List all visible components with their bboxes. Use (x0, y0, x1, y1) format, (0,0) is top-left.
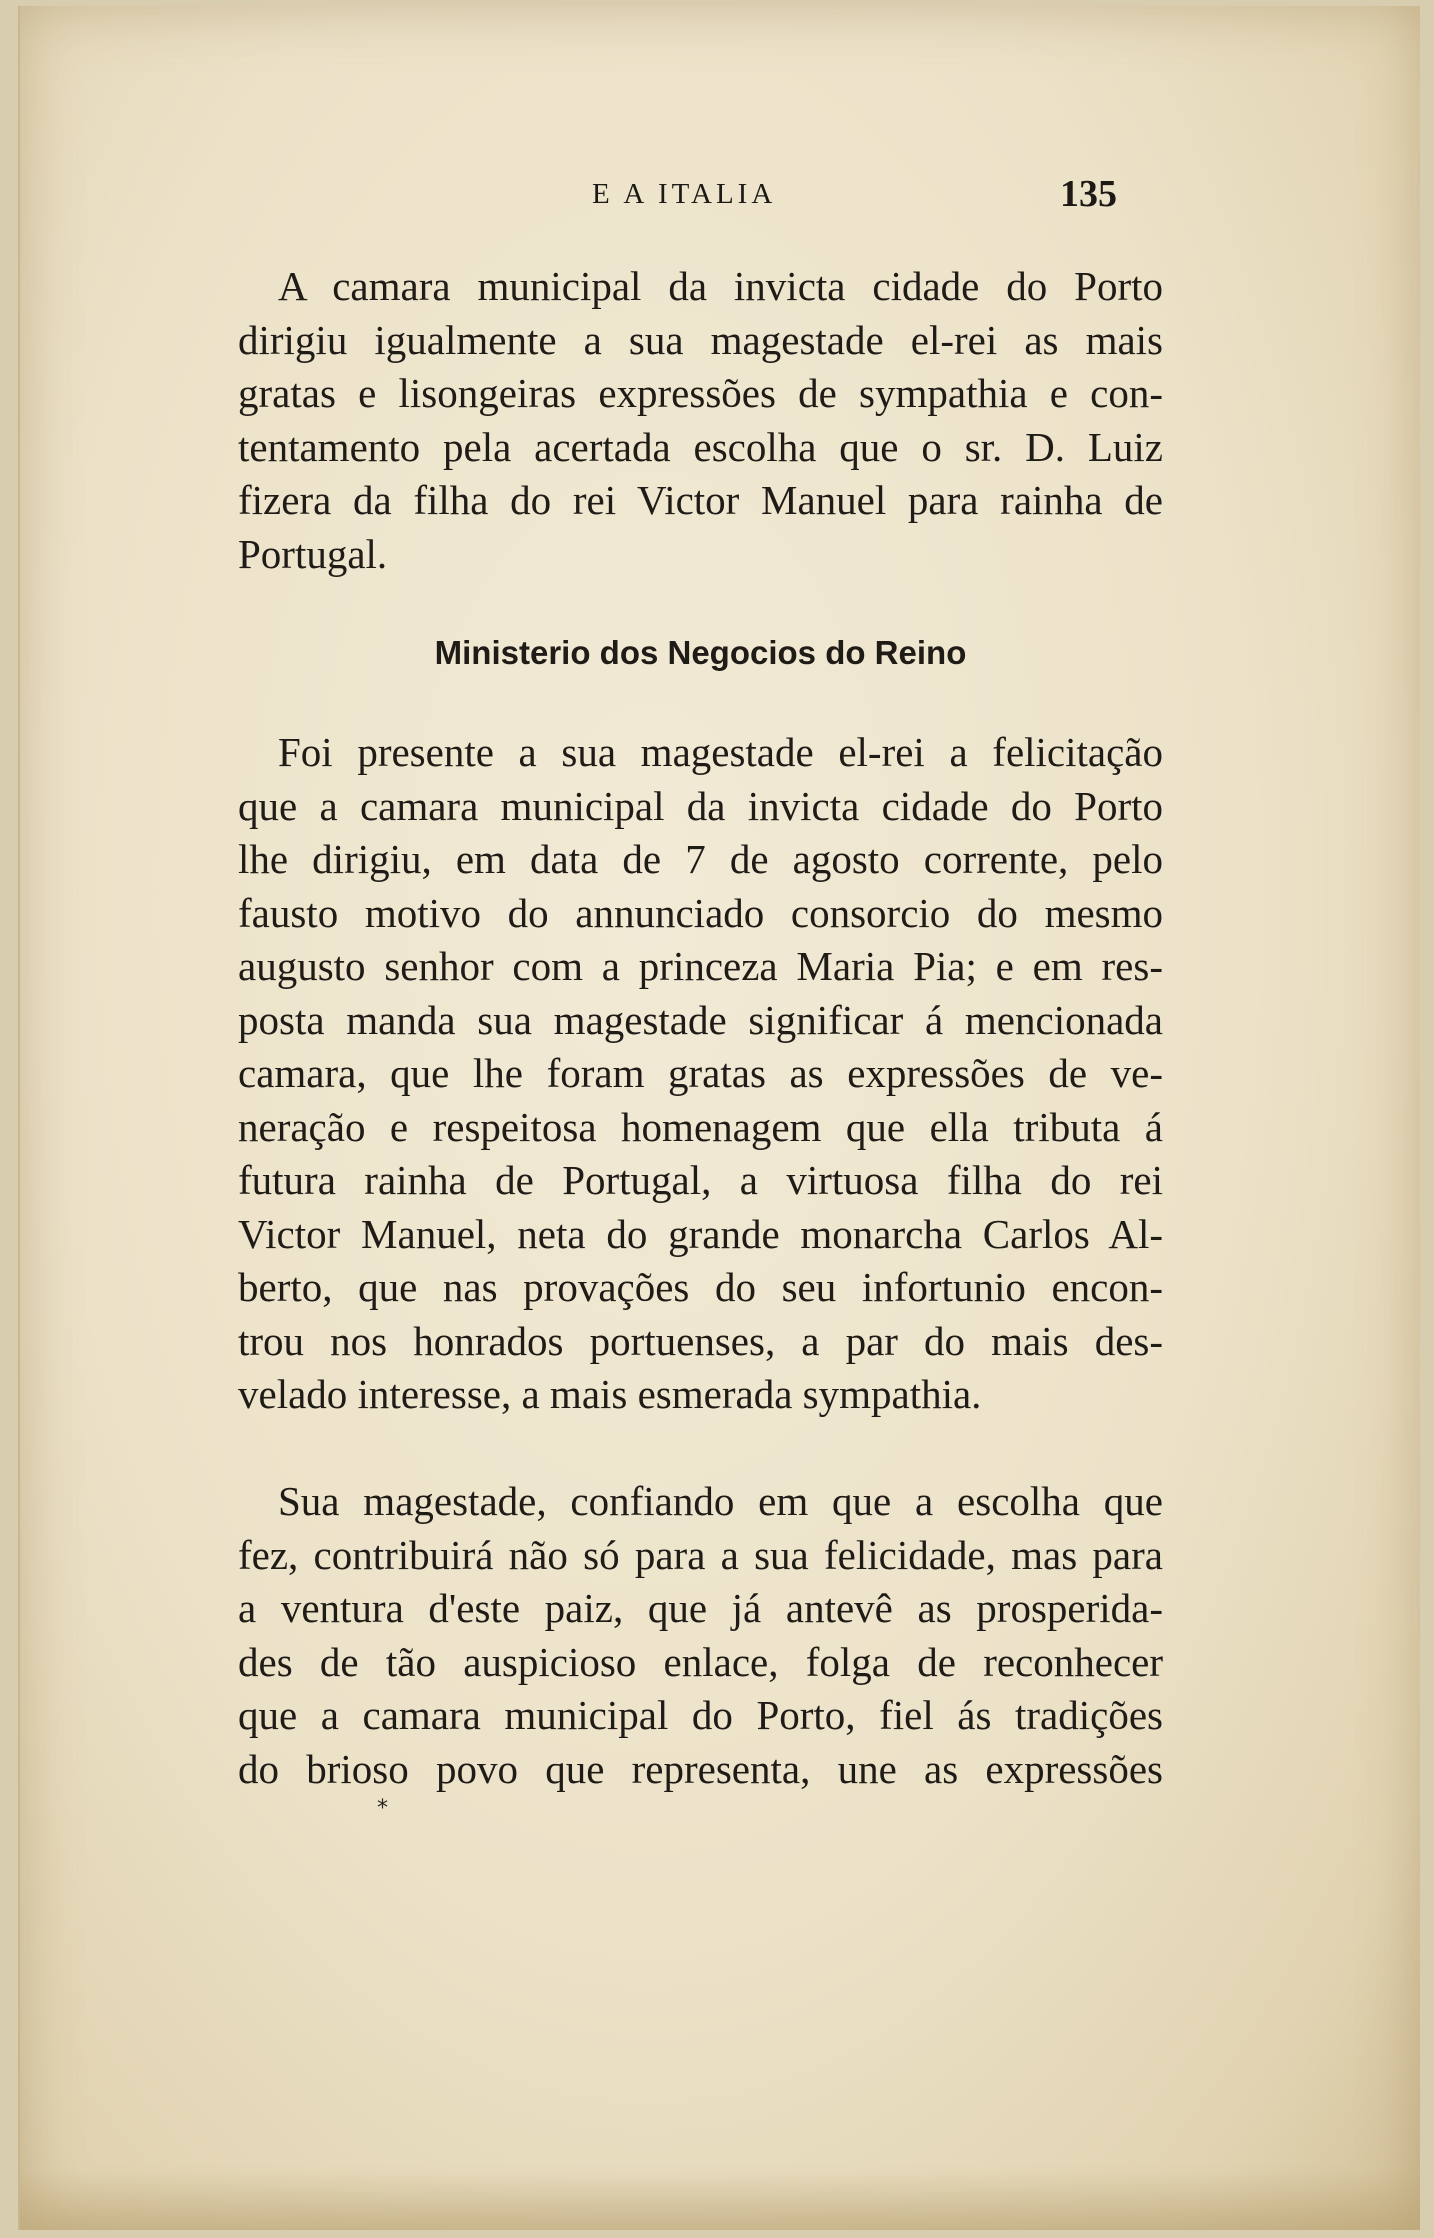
text-line: augusto senhor com a princeza Maria Pia; e em res- (238, 943, 1163, 989)
text-line: do brioso povo que representa, une as expressões (238, 1745, 1163, 1792)
text-line: a ventura d'este paiz, que já antevê as prosperida- (238, 1585, 1163, 1631)
text-line: dirigiu igualmente a sua magestade el-rei as mais (238, 316, 1163, 363)
text-line: trou nos honrados portuenses, a par do mais des- (238, 1317, 1163, 1364)
text-line: Victor Manuel, neta do grande monarcha Carlos Al- (238, 1210, 1163, 1257)
page-header (20, 173, 1420, 228)
book-page (18, 6, 1420, 2230)
text-line: neração e respeitosa homenagem que ella tributa á (238, 1103, 1163, 1150)
paragraph-2 (238, 726, 1163, 1422)
text-line: que a camara municipal do Porto, fiel ás tradições (238, 1692, 1163, 1738)
text-line: A camara municipal da invicta cidade do Porto (278, 263, 1163, 309)
page-edge-shadow (20, 2170, 1420, 2230)
text-line: velado interesse, a mais esmerada sympathia. (238, 1371, 982, 1417)
text-line: berto, que nas provações do seu infortunio encon- (238, 1264, 1163, 1310)
text-line: camara, que lhe foram gratas as expressões de ve- (238, 1050, 1163, 1096)
text-line: lhe dirigiu, em data de 7 de agosto corrente, pelo (238, 836, 1163, 882)
text-line: futura rainha de Portugal, a virtuosa filha do rei (238, 1157, 1163, 1203)
text-line: des de tão auspicioso enlace, folga de reconhecer (238, 1638, 1163, 1685)
text-line: fausto motivo do annunciado consorcio do mesmo (238, 889, 1163, 936)
text-line: que a camara municipal da invicta cidade do Porto (238, 782, 1163, 829)
running-title: E A ITALIA (592, 178, 777, 210)
text-line: fizera da filha do rei Victor Manuel para rainha de (238, 477, 1163, 523)
section-heading: Ministerio dos Negocios do Reino (434, 634, 967, 671)
text-line: Foi presente a sua magestade el-rei a felicitação (278, 729, 1163, 775)
page-number: 135 (1060, 173, 1117, 215)
text-line: fez, contribuirá não só para a sua felicidade, mas para (238, 1531, 1163, 1578)
text-line: tentamento pela acertada escolha que o sr. D. Luiz (238, 423, 1163, 470)
signature-mark: * (377, 1796, 388, 1821)
paragraph-3 (238, 1475, 1163, 1796)
text-line: Portugal. (238, 530, 388, 577)
paragraph-1 (238, 260, 1163, 581)
text-line: posta manda sua magestade significar á mencionada (238, 996, 1163, 1043)
text-line: gratas e lisongeiras expressões de sympathia e con- (238, 370, 1163, 416)
text-line: Sua magestade, confiando em que a escolha que (278, 1478, 1163, 1524)
